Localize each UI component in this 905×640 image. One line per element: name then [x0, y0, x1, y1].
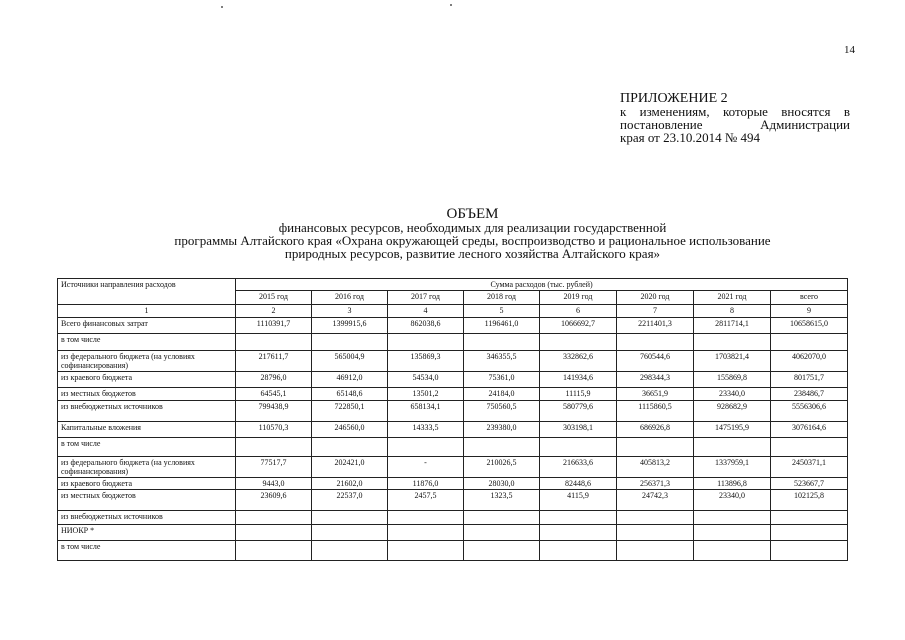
appendix-line: к изменениям, которые вносятся в [620, 104, 850, 119]
appendix-title: ПРИЛОЖЕНИЕ 2 [620, 91, 728, 106]
title-line: природных ресурсов, развитие лесного хозяйства Алтайского края» [284, 246, 661, 261]
table-cell [540, 511, 617, 525]
table-cell [694, 438, 771, 457]
column-number: 8 [694, 305, 771, 318]
column-number: 5 [464, 305, 540, 318]
table-cell: 1066692,7 [540, 318, 617, 334]
table-cell [617, 438, 694, 457]
year-header: 2019 год [540, 291, 617, 305]
column-number: 4 [388, 305, 464, 318]
column-number: 3 [312, 305, 388, 318]
table-cell [540, 541, 617, 561]
title-line: программы Алтайского края «Охрана окружающей среды, воспроизводство и рациональное использование [174, 233, 771, 248]
table-cell: 1110391,7 [236, 318, 312, 334]
table-cell [388, 334, 464, 351]
table-cell: 77517,7 [236, 457, 312, 478]
table-cell [388, 511, 464, 525]
table-cell: - [388, 457, 464, 478]
table-cell: 82448,6 [540, 478, 617, 490]
row-label: в том числе [58, 334, 236, 351]
table-cell: 238486,7 [771, 388, 848, 401]
table-cell [771, 511, 848, 525]
table-cell: 13501,2 [388, 388, 464, 401]
table-cell: 54534,0 [388, 372, 464, 388]
year-header: 2017 год [388, 291, 464, 305]
scan-speck [450, 4, 452, 6]
column-number: 1 [58, 305, 236, 318]
table-cell: 28030,0 [464, 478, 540, 490]
table-cell [464, 438, 540, 457]
table-cell [694, 511, 771, 525]
table-cell: 298344,3 [617, 372, 694, 388]
document-title [100, 208, 845, 260]
scan-speck [221, 6, 223, 8]
table-row [58, 401, 848, 422]
table-row [58, 334, 848, 351]
table-cell: 22537,0 [312, 490, 388, 511]
table-cell [617, 334, 694, 351]
table-cell [540, 334, 617, 351]
table-cell: 141934,6 [540, 372, 617, 388]
table-cell: 46912,0 [312, 372, 388, 388]
year-header: всего [771, 291, 848, 305]
table-cell [312, 525, 388, 541]
table-cell: 14333,5 [388, 422, 464, 438]
table-cell: 862038,6 [388, 318, 464, 334]
row-label: из краевого бюджета [58, 478, 236, 490]
table-cell: 11876,0 [388, 478, 464, 490]
table-row [58, 541, 848, 561]
table-cell [236, 541, 312, 561]
table-cell [694, 334, 771, 351]
table-cell: 928682,9 [694, 401, 771, 422]
table-row [58, 372, 848, 388]
table-cell: 658134,1 [388, 401, 464, 422]
table-cell: 28796,0 [236, 372, 312, 388]
table-cell [464, 334, 540, 351]
table-row [58, 457, 848, 478]
table-cell: 4115,9 [540, 490, 617, 511]
table-cell: 217611,7 [236, 351, 312, 372]
sum-header: Сумма расходов (тыс. рублей) [236, 279, 848, 291]
table-cell: 2450371,1 [771, 457, 848, 478]
table-cell: 1337959,1 [694, 457, 771, 478]
table-cell: 155869,8 [694, 372, 771, 388]
table-row [58, 490, 848, 511]
table-cell [771, 438, 848, 457]
table-cell: 801751,7 [771, 372, 848, 388]
row-label: из федерального бюджета (на условиях софинансирования) [58, 457, 236, 478]
table-cell: 239380,0 [464, 422, 540, 438]
table-cell [464, 541, 540, 561]
table-cell: 405813,2 [617, 457, 694, 478]
row-label: из внебюджетных источников [58, 511, 236, 525]
table-cell [236, 525, 312, 541]
year-header: 2015 год [236, 291, 312, 305]
table-cell [540, 525, 617, 541]
table-cell [236, 438, 312, 457]
row-label: в том числе [58, 541, 236, 561]
table-cell [388, 438, 464, 457]
table-row [58, 318, 848, 334]
table-row [58, 422, 848, 438]
table-cell: 686926,8 [617, 422, 694, 438]
table-cell: 64545,1 [236, 388, 312, 401]
table-row [58, 525, 848, 541]
table-cell: 722850,1 [312, 401, 388, 422]
title-heading: ОБЪЕМ [446, 206, 499, 222]
table-cell: 565004,9 [312, 351, 388, 372]
table-cell: 11115,9 [540, 388, 617, 401]
row-label: из местных бюджетов [58, 388, 236, 401]
table-cell: 113896,8 [694, 478, 771, 490]
year-header: 2021 год [694, 291, 771, 305]
table-cell: 760544,6 [617, 351, 694, 372]
column-number: 6 [540, 305, 617, 318]
table-cell: 210026,5 [464, 457, 540, 478]
table-cell: 23340,0 [694, 490, 771, 511]
year-header: 2020 год [617, 291, 694, 305]
row-label: НИОКР * [58, 525, 236, 541]
row-label: из краевого бюджета [58, 372, 236, 388]
table-cell: 2457,5 [388, 490, 464, 511]
table-cell: 256371,3 [617, 478, 694, 490]
table-cell [312, 334, 388, 351]
table-cell: 1323,5 [464, 490, 540, 511]
header-row [58, 279, 848, 291]
table-cell [617, 541, 694, 561]
table-cell: 23609,6 [236, 490, 312, 511]
table-cell: 135869,3 [388, 351, 464, 372]
table-cell: 1196461,0 [464, 318, 540, 334]
appendix-block [620, 92, 850, 144]
table-cell: 3076164,6 [771, 422, 848, 438]
appendix-line: края от 23.10.2014 № 494 [620, 130, 760, 145]
table-cell: 332862,6 [540, 351, 617, 372]
row-label: из местных бюджетов [58, 490, 236, 511]
table-cell: 1115860,5 [617, 401, 694, 422]
table-cell: 36651,9 [617, 388, 694, 401]
appendix-line: постановление Администрации [620, 117, 850, 132]
table-cell: 303198,1 [540, 422, 617, 438]
table-cell: 65148,6 [312, 388, 388, 401]
column-number: 7 [617, 305, 694, 318]
column-number-row [58, 305, 848, 318]
table-row [58, 388, 848, 401]
table-cell [312, 438, 388, 457]
table-cell: 24742,3 [617, 490, 694, 511]
table-cell: 216633,6 [540, 457, 617, 478]
table-cell: 110570,3 [236, 422, 312, 438]
table-cell: 1475195,9 [694, 422, 771, 438]
table-cell [236, 334, 312, 351]
table-cell: 1399915,6 [312, 318, 388, 334]
table-cell [388, 525, 464, 541]
table-cell: 9443,0 [236, 478, 312, 490]
column-number: 2 [236, 305, 312, 318]
title-line: финансовых ресурсов, необходимых для реализации государственной [278, 220, 667, 235]
row-label: из федерального бюджета (на условиях софинансирования) [58, 351, 236, 372]
year-header: 2018 год [464, 291, 540, 305]
table-cell: 799438,9 [236, 401, 312, 422]
table-cell: 4062070,0 [771, 351, 848, 372]
table-cell [617, 511, 694, 525]
table-cell [388, 541, 464, 561]
row-label: Капитальные вложения [58, 422, 236, 438]
source-header: Источники направления расходов [58, 279, 236, 305]
table-cell: 202421,0 [312, 457, 388, 478]
table-cell [312, 511, 388, 525]
table-row [58, 511, 848, 525]
table-cell: 346355,5 [464, 351, 540, 372]
table-row [58, 478, 848, 490]
table-cell: 2211401,3 [617, 318, 694, 334]
table-cell [617, 525, 694, 541]
table-cell: 10658615,0 [771, 318, 848, 334]
table-cell [694, 525, 771, 541]
table-cell: 23340,0 [694, 388, 771, 401]
table-row [58, 351, 848, 372]
table-cell: 5556306,6 [771, 401, 848, 422]
row-label: Всего финансовых затрат [58, 318, 236, 334]
row-label: в том числе [58, 438, 236, 457]
column-number: 9 [771, 305, 848, 318]
table-cell: 21602,0 [312, 478, 388, 490]
table-cell: 750560,5 [464, 401, 540, 422]
table-cell [236, 511, 312, 525]
table-cell [771, 334, 848, 351]
table-cell: 580779,6 [540, 401, 617, 422]
finance-table [57, 278, 848, 561]
table-cell [464, 525, 540, 541]
table-cell [771, 525, 848, 541]
table-cell: 523667,7 [771, 478, 848, 490]
table-cell: 1703821,4 [694, 351, 771, 372]
table-cell: 2811714,1 [694, 318, 771, 334]
table-cell [464, 511, 540, 525]
row-label: из внебюджетных источников [58, 401, 236, 422]
table-row [58, 438, 848, 457]
table-cell: 246560,0 [312, 422, 388, 438]
table-cell [771, 541, 848, 561]
table-cell: 75361,0 [464, 372, 540, 388]
table-cell [540, 438, 617, 457]
table-cell: 24184,0 [464, 388, 540, 401]
page-number: 14 [844, 44, 855, 56]
table-cell: 102125,8 [771, 490, 848, 511]
year-header: 2016 год [312, 291, 388, 305]
table-cell [694, 541, 771, 561]
table-cell [312, 541, 388, 561]
